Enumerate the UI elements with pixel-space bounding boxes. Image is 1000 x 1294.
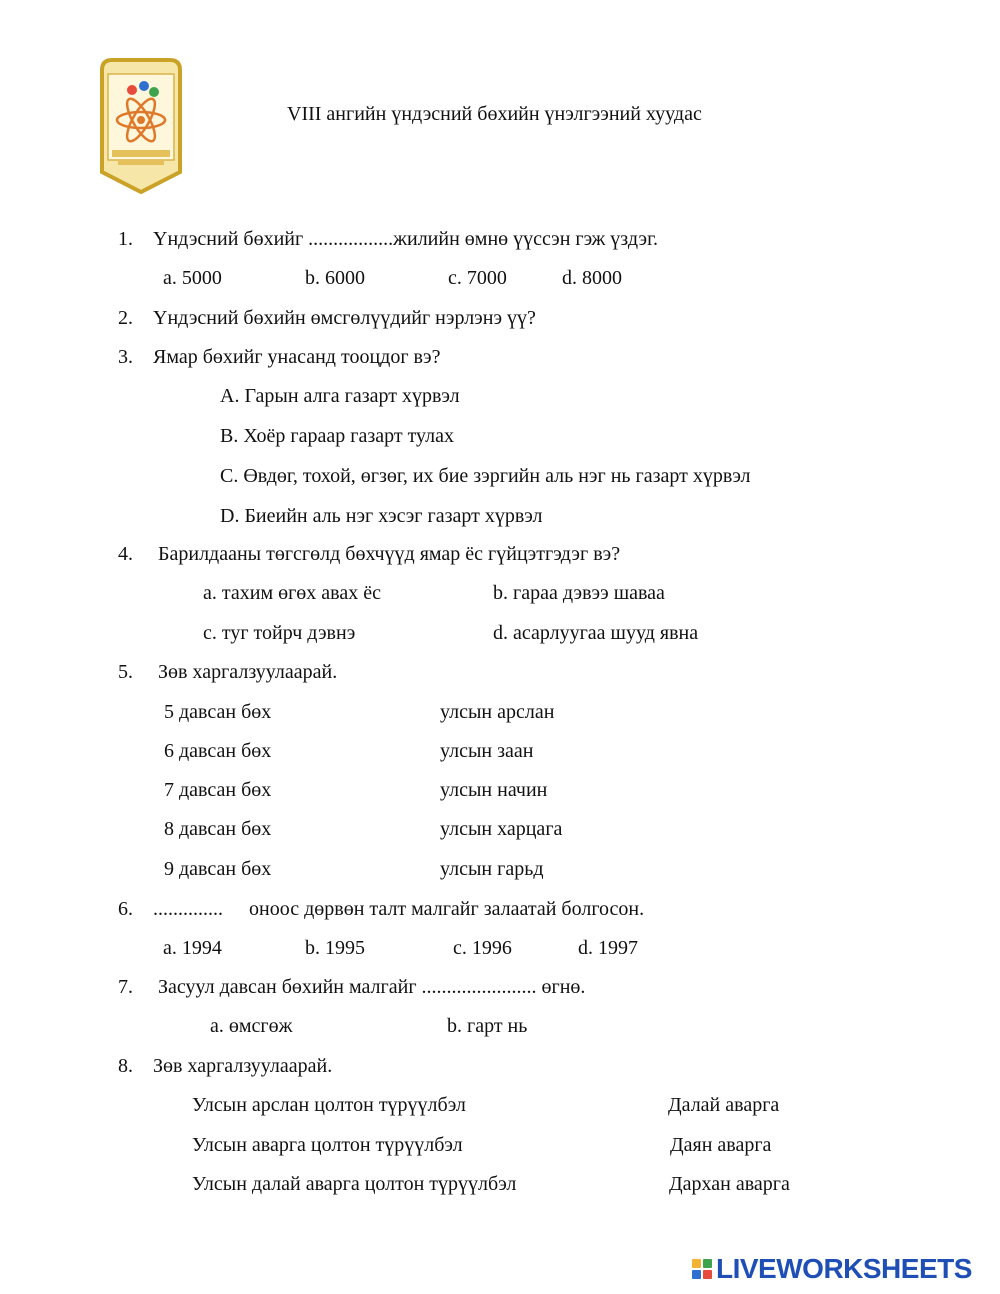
q2-number: 2. <box>118 307 133 329</box>
q5-left-item[interactable]: 8 давсан бөх <box>164 818 272 840</box>
q5-number: 5. <box>118 661 133 683</box>
q5-right-item[interactable]: улсын гарьд <box>440 858 544 880</box>
q7-option-b[interactable]: b. гарт нь <box>447 1015 528 1037</box>
q4-number: 4. <box>118 543 133 565</box>
q5-right-item[interactable]: улсын начин <box>440 779 548 801</box>
q1-option-d[interactable]: d. 8000 <box>562 267 622 289</box>
q8-number: 8. <box>118 1055 133 1077</box>
q8-left-item[interactable]: Улсын аварга цолтон түрүүлбэл <box>192 1134 463 1156</box>
mark-square <box>703 1259 712 1268</box>
page-title: VIII ангийн үндэсний бөхийн үнэлгээний хуудас <box>287 103 702 125</box>
q7-number: 7. <box>118 976 133 998</box>
q4-option-c[interactable]: c. туг тойрч дэвнэ <box>203 622 356 644</box>
q6-option-b[interactable]: b. 1995 <box>305 937 365 959</box>
q3-option-b[interactable]: B. Хоёр гараар газарт тулах <box>220 425 455 447</box>
q4-option-b[interactable]: b. гараа дэвээ шаваа <box>493 582 665 604</box>
q3-option-d[interactable]: D. Биеийн аль нэг хэсэг газарт хүрвэл <box>220 505 543 527</box>
q8-right-item[interactable]: Далай аварга <box>668 1094 780 1116</box>
q1-text: Үндэсний бөхийг .................жилийн өмнө үүссэн гэж үздэг. <box>153 228 659 250</box>
q2-text: Үндэсний бөхийн өмсгөлүүдийг нэрлэнэ үү? <box>153 307 536 329</box>
q4-text: Барилдааны төгсгөлд бөхчүүд ямар ёс гүйцэтгэдэг вэ? <box>158 543 621 565</box>
q8-text: Зөв харгалзуулаарай. <box>153 1055 333 1077</box>
q3-text: Ямар бөхийг унасанд тооцдог вэ? <box>153 346 441 368</box>
q1-option-c[interactable]: c. 7000 <box>448 267 507 289</box>
q8-left-item[interactable]: Улсын арслан цолтон түрүүлбэл <box>192 1094 466 1116</box>
q6-number: 6. <box>118 898 133 920</box>
q4-option-a[interactable]: a. тахим өгөх авах ёс <box>203 582 381 604</box>
q3-option-c[interactable]: C. Өвдөг, тохой, өгзөг, их бие зэргийн аль нэг нь газарт хүрвэл <box>220 465 751 487</box>
q5-right-item[interactable]: улсын харцага <box>440 818 563 840</box>
q5-left-item[interactable]: 7 давсан бөх <box>164 779 272 801</box>
school-logo <box>96 56 186 196</box>
q6-blank[interactable]: .............. <box>153 898 223 920</box>
mark-square <box>692 1259 701 1268</box>
liveworksheets-mark-icon <box>692 1259 712 1279</box>
q1-option-a[interactable]: a. 5000 <box>163 267 222 289</box>
q6-option-c[interactable]: c. 1996 <box>453 937 512 959</box>
mark-square <box>703 1270 712 1279</box>
q3-option-a[interactable]: A. Гарын алга газарт хүрвэл <box>220 385 460 407</box>
liveworksheets-logo[interactable] <box>692 1254 972 1284</box>
q8-left-item[interactable]: Улсын далай аварга цолтон түрүүлбэл <box>192 1173 517 1195</box>
q4-option-d[interactable]: d. асарлуугаа шууд явна <box>493 622 699 644</box>
q7-option-a[interactable]: a. өмсгөж <box>210 1015 293 1037</box>
q6-option-d[interactable]: d. 1997 <box>578 937 638 959</box>
q3-number: 3. <box>118 346 133 368</box>
q5-right-item[interactable]: улсын заан <box>440 740 534 762</box>
q1-option-b[interactable]: b. 6000 <box>305 267 365 289</box>
liveworksheets-wordmark: LIVEWORKSHEETS <box>716 1253 972 1284</box>
q5-left-item[interactable]: 6 давсан бөх <box>164 740 272 762</box>
q5-left-item[interactable]: 5 давсан бөх <box>164 701 272 723</box>
q6-option-a[interactable]: a. 1994 <box>163 937 222 959</box>
mark-square <box>692 1270 701 1279</box>
q1-number: 1. <box>118 228 133 250</box>
q5-right-item[interactable]: улсын арслан <box>440 701 555 723</box>
q5-text: Зөв харгалзуулаарай. <box>158 661 338 683</box>
q6-text: оноос дөрвөн талт малгайг залаатай болгосон. <box>249 898 645 920</box>
q7-text: Засуул давсан бөхийн малгайг ....................... өгнө. <box>158 976 586 998</box>
q5-left-item[interactable]: 9 давсан бөх <box>164 858 272 880</box>
q8-right-item[interactable]: Даян аварга <box>670 1134 772 1156</box>
q8-right-item[interactable]: Дархан аварга <box>669 1173 790 1195</box>
